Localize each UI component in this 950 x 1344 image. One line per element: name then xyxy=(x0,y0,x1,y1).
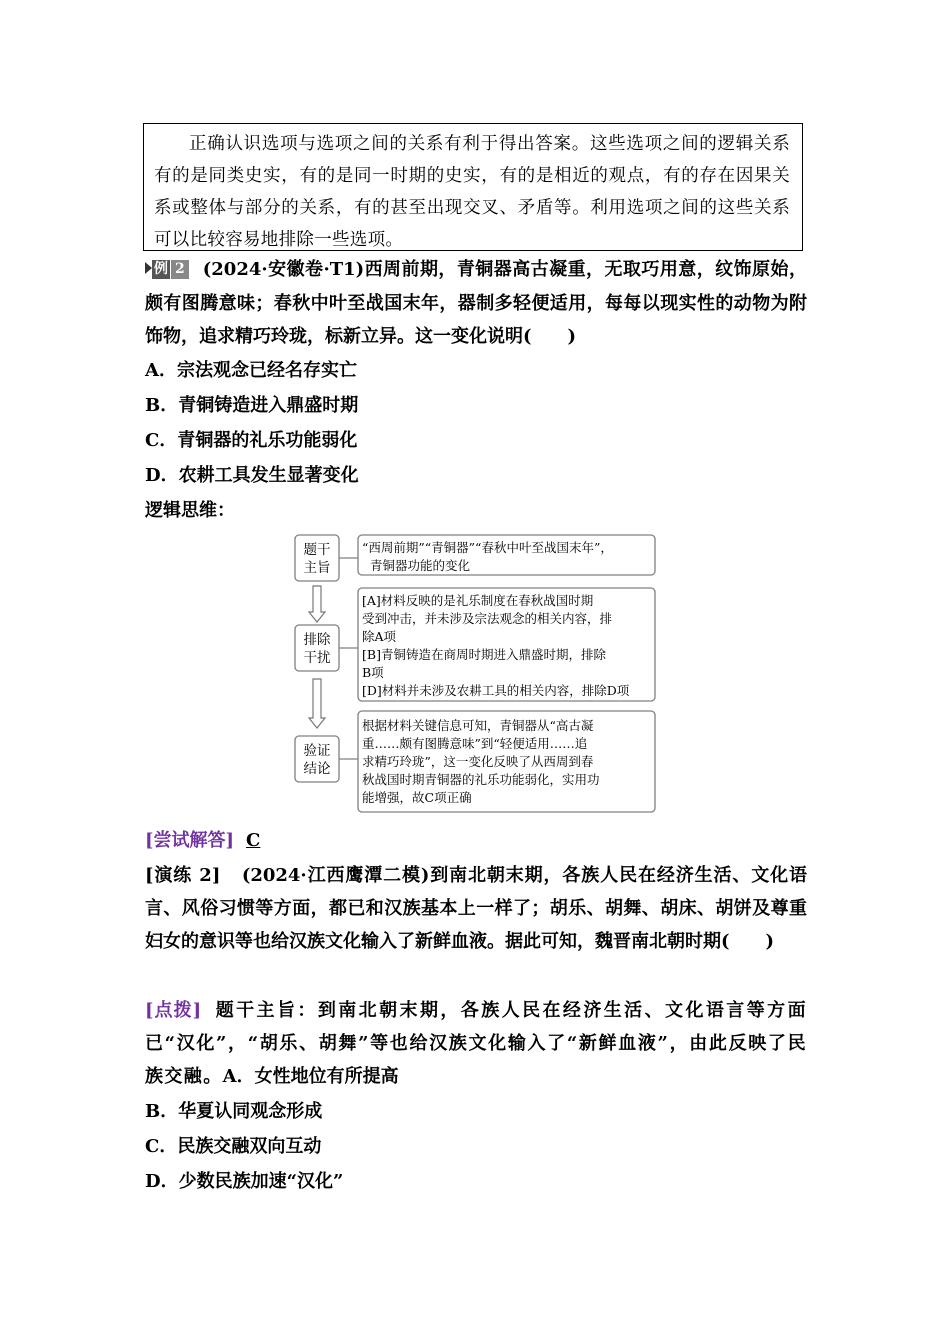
hint-label: [点拨] xyxy=(145,1000,202,1021)
step-label-1a: 题干 xyxy=(303,542,331,558)
drill-option-a: A．女性地位有所提高 xyxy=(222,1066,399,1087)
example-option-a: A．宗法观念已经名存实亡 xyxy=(145,360,357,381)
step-content-3-line-2: 重……颇有图腾意味”到“轻便适用……追 xyxy=(362,736,588,751)
triangle-icon xyxy=(145,262,152,274)
example-stem xyxy=(145,253,807,354)
step-content-3-line-1: 根据材料关键信息可知，青铜器从“高古凝 xyxy=(362,718,594,733)
step-content-3-line-4: 秋战国时期青铜器的礼乐功能弱化，实用功 xyxy=(362,772,600,787)
step-content-2-line-4: [B]青铜铸造在商周时期进入鼎盛时期，排除 xyxy=(362,647,606,662)
drill-option-c: C．民族交融双向互动 xyxy=(145,1136,322,1157)
tip-text: 正确认识选项与选项之间的关系有利于得出答案。这些选项之间的逻辑关系有的是同类史实，有的是同一时期的史实，有的是相近的观点，有的存在因果关系或整体与部分的关系，有的甚至出现交叉、矛盾等。利用选项之间的这些关系可以比较容易地排除一些选项。 xyxy=(154,134,790,250)
tip-box xyxy=(143,123,803,251)
step-content-3-line-5: 能增强，故C项正确 xyxy=(362,790,472,805)
example-option-c: C．青铜器的礼乐功能弱化 xyxy=(145,430,358,451)
drill-option-b: B．华夏认同观念形成 xyxy=(145,1101,323,1122)
example-badge: 例 2 xyxy=(145,260,189,279)
example-option-b: B．青铜铸造进入鼎盛时期 xyxy=(145,395,359,416)
step-content-2-line-1: [A]材料反映的是礼乐制度在春秋战国时期 xyxy=(362,593,594,608)
step-label-2b: 干扰 xyxy=(303,650,331,666)
step-label-1b: 主旨 xyxy=(303,560,331,576)
example-stem-text: (2024·安徽卷·T1)西周前期，青铜器高古凝重，无取巧用意，纹饰原始，颇有图腾意味；春秋中叶至战国末年，器制多轻便适用，每每以现实性的动物为附饰物，追求精巧玲珑，标新立异。这一变化说明( ) xyxy=(145,259,807,347)
attempt-answer-label: [尝试解答] xyxy=(145,830,235,851)
step-label-3a: 验证 xyxy=(303,743,331,759)
step-content-2-line-2: 受到冲击，并未涉及宗法观念的相关内容，排 xyxy=(362,611,613,626)
step-content-1-line-2: 青铜器功能的变化 xyxy=(370,558,471,573)
step-content-3-line-3: 求精巧玲珑”，这一变化反映了从西周到春 xyxy=(362,754,594,769)
step-label-3b: 结论 xyxy=(303,761,331,777)
drill-label: [演练 2] xyxy=(145,865,221,886)
step-content-2-line-3: 除A项 xyxy=(362,629,397,644)
step-content-2-line-5: B项 xyxy=(362,665,384,680)
drill-option-d: D．少数民族加速“汉化” xyxy=(145,1171,344,1192)
example-option-d: D．农耕工具发生显著变化 xyxy=(145,465,359,486)
logic-diagram xyxy=(290,530,662,820)
drill-hint xyxy=(145,994,807,1093)
down-arrow-icon xyxy=(309,586,325,622)
step-content-2-line-6: [D]材料并未涉及农耕工具的相关内容，排除D项 xyxy=(362,683,630,698)
logic-label: 逻辑思维： xyxy=(145,500,235,521)
attempt-answer xyxy=(145,829,260,853)
attempt-answer-value: C xyxy=(246,830,261,851)
step-content-1-line-1: “西周前期”“青铜器”“春秋中叶至战国末年”， xyxy=(362,540,613,555)
step-label-2a: 排除 xyxy=(303,632,331,648)
hint-text: 题干主旨：到南北朝末期，各族人民在经济生活、文化语言等方面已“汉化”，“胡乐、胡舞”等也给汉族文化输入了“新鲜血液”，由此反映了民族交融。 xyxy=(145,1000,807,1087)
drill-stem xyxy=(145,859,807,958)
drill-stem-text: (2024·江西鹰潭二模)到南北朝末期，各族人民在经济生活、文化语言、风俗习惯等方面，都已和汉族基本上一样了；胡乐、胡舞、胡床、胡饼及尊重妇女的意识等也给汉族文化输入了新鲜血液。据此可知，魏晋南北朝时期( ) xyxy=(145,865,807,952)
down-arrow-icon xyxy=(309,679,325,728)
